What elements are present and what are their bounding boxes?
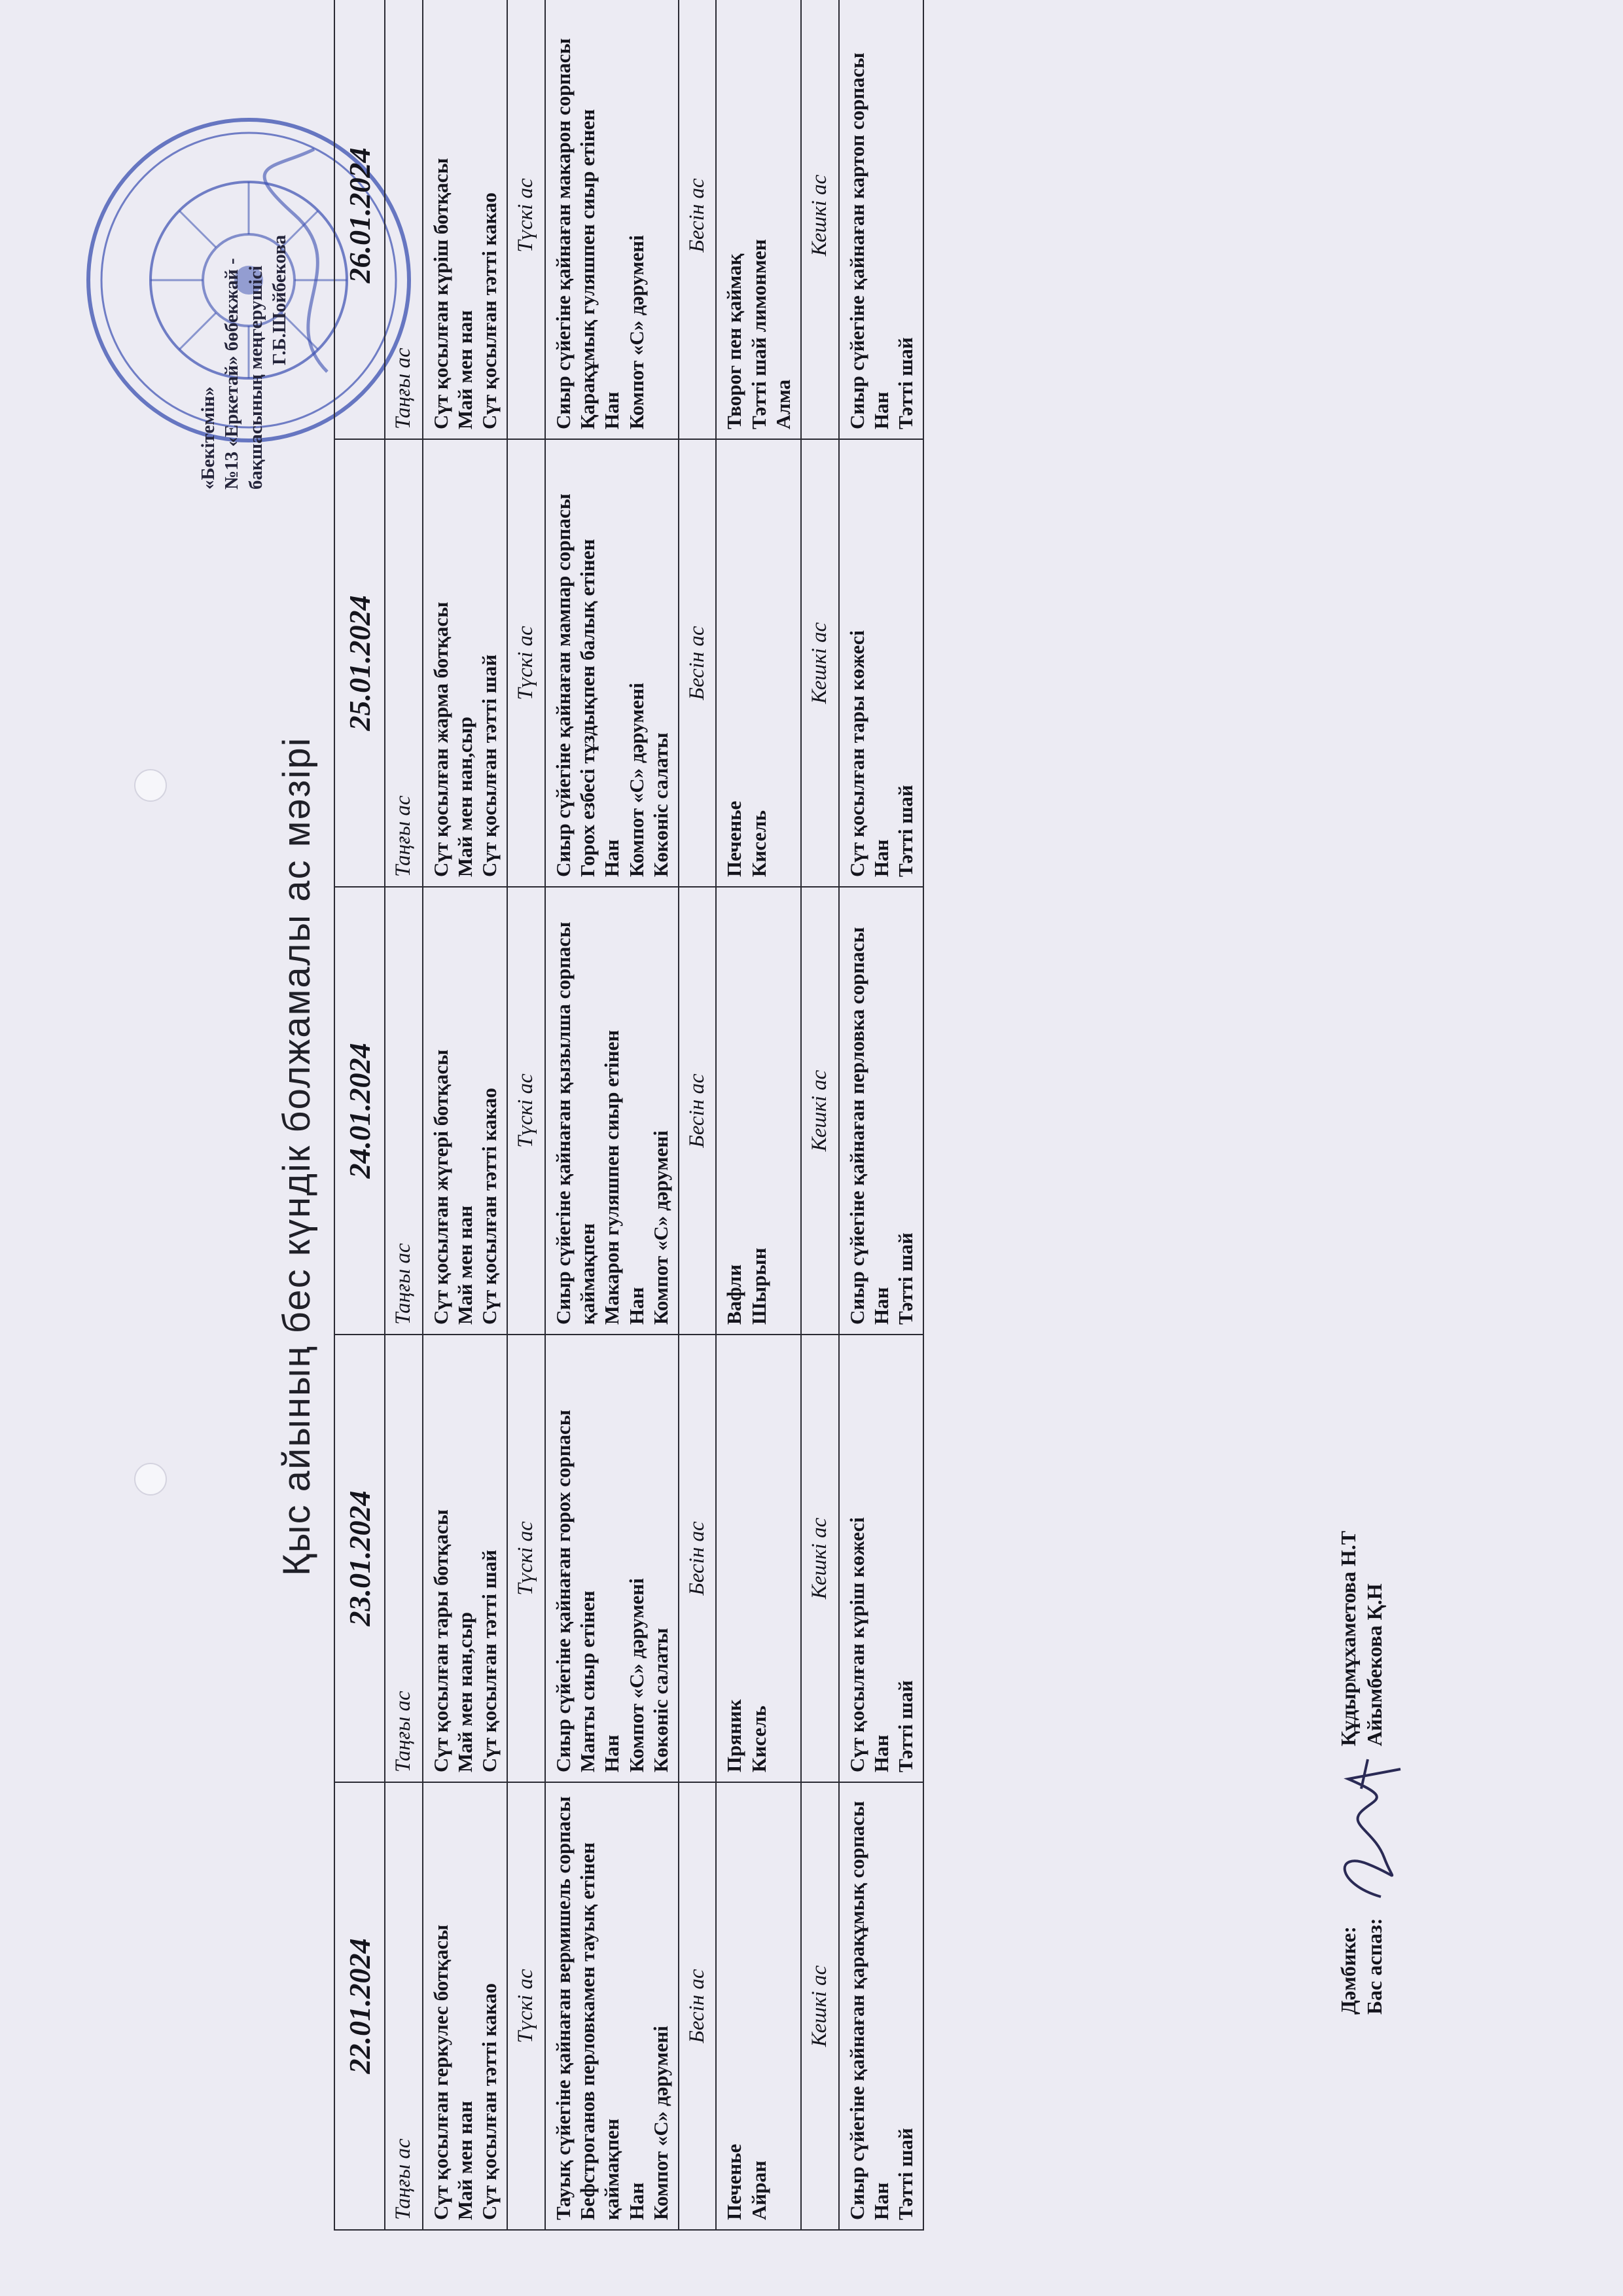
dish-item: Кисель <box>747 810 770 877</box>
meal-dishes-cell <box>423 1335 508 1782</box>
signature-name: Құдырмұхаметова Н.Т <box>1336 1530 1360 1746</box>
signature-name: Айымбекова Қ.Н <box>1363 1583 1386 1746</box>
page-title: Қыс айының бес күндік болжамалы ас мәзірі <box>276 736 318 1576</box>
approval-line-4: Г.Б.Шойбекова <box>268 234 290 365</box>
dish-item: Нан <box>869 839 893 877</box>
meal-dishes-cell <box>839 1782 924 2230</box>
dish-item: Шырын <box>747 1247 770 1325</box>
approval-line-1: «Бекітемін» <box>198 386 219 490</box>
dish-item: Сүт қосылған тәтті какао <box>478 192 501 429</box>
meal-dishes-row <box>545 0 679 2230</box>
meal-dishes-cell <box>839 439 924 887</box>
dish-item: Бефстроганов перловкамен тауық етінен қаймақпен <box>576 1842 624 2220</box>
dish-item: Тәтті шай <box>894 1680 917 1772</box>
meal-label: Кешкі ас <box>801 1782 839 2230</box>
day-date-header: 26.01.2024 <box>334 0 385 439</box>
menu-table <box>334 0 924 2231</box>
meal-dishes-row <box>716 0 801 2230</box>
meal-label: Бесін ас <box>679 1335 717 1782</box>
dish-item: Сиыр сүйегіне қайнаған макарон сорпасы <box>551 38 575 429</box>
meal-label: Таңғы ас <box>385 1335 423 1782</box>
signature-block <box>1335 1531 1387 2015</box>
signature-role: Бас аспаз: <box>1363 1918 1386 2015</box>
meal-label: Түскі ас <box>507 1335 545 1782</box>
dish-item: Компот «С» дәрумені <box>624 1578 648 1772</box>
meal-label: Кешкі ас <box>801 887 839 1335</box>
dish-item: Сиыр сүйегіне қайнаған мампар сорпасы <box>551 493 575 877</box>
dish-item: Май мен нан <box>453 2100 476 2220</box>
dish-item: Нан <box>869 1287 893 1325</box>
dish-item: Сүт қосылған тәтті какао <box>478 1088 501 1325</box>
meal-dishes-cell <box>716 0 801 439</box>
dish-item: Көкөніс салаты <box>649 1628 672 1772</box>
meal-dishes-cell <box>545 0 679 439</box>
day-date-header: 22.01.2024 <box>334 1782 385 2230</box>
dish-item: Тәтті шай <box>894 785 917 877</box>
meal-label: Түскі ас <box>507 1782 545 2230</box>
dish-item: Нан <box>600 1734 624 1772</box>
dish-item: Компот «С» дәрумені <box>624 683 648 877</box>
approval-line-2: №13 «Еркетай» бөбекжай - <box>221 258 243 490</box>
dish-item: Сиыр сүйегіне қайнаған қарақұмық сорпасы <box>845 1801 868 2220</box>
dish-item: Нан <box>624 2182 648 2220</box>
dish-item: Сүт қосылған геркулес ботқасы <box>429 1924 452 2220</box>
dish-item: Нан <box>600 839 624 877</box>
meal-dishes-cell <box>423 0 508 439</box>
dish-item: Айран <box>747 2161 770 2220</box>
handwritten-signature <box>1322 1753 1407 1910</box>
meal-label-row <box>385 0 423 2230</box>
dish-item: Сиыр сүйегіне қайнаған қызылша сорпасы қаймақпен <box>551 922 599 1325</box>
meal-label: Таңғы ас <box>385 0 423 439</box>
dish-item: Сүт қосылған тәтті какао <box>478 1983 501 2220</box>
signature-role: Дәмбике: <box>1336 1926 1360 2015</box>
meal-label: Кешкі ас <box>801 439 839 887</box>
dish-item: Сиыр сүйегіне қайнаған перловка сорпасы <box>845 927 868 1325</box>
dish-item: Тәтті шай лимонмен <box>747 239 770 429</box>
meal-label: Кешкі ас <box>801 1335 839 1782</box>
dish-item: Алма <box>771 379 794 429</box>
meal-dishes-cell <box>423 1782 508 2230</box>
meal-dishes-cell <box>545 439 679 887</box>
meal-label: Бесін ас <box>679 1782 717 2230</box>
meal-dishes-cell <box>716 439 801 887</box>
date-header-row <box>334 0 385 2230</box>
meal-label: Таңғы ас <box>385 1782 423 2230</box>
meal-label: Түскі ас <box>507 0 545 439</box>
meal-dishes-row <box>423 0 508 2230</box>
meal-label: Бесін ас <box>679 0 717 439</box>
meal-dishes-cell <box>716 887 801 1335</box>
dish-item: Тәтті шай <box>894 2128 917 2220</box>
dish-item: Творог пен қаймақ <box>722 253 746 429</box>
dish-item: Печенье <box>722 2144 746 2220</box>
dish-item: Компот «С» дәрумені <box>624 235 648 429</box>
dish-item: Сүт қосылған тары көжесі <box>845 630 868 877</box>
dish-item: Тәтті шай <box>894 1232 917 1325</box>
dish-item: Сүт қосылған тәтті шай <box>478 1549 501 1772</box>
dish-item: Май мен нан,сыр <box>453 716 476 877</box>
meal-label: Бесін ас <box>679 439 717 887</box>
dish-item: Май мен нан <box>453 1205 476 1325</box>
meal-dishes-row <box>839 0 924 2230</box>
meal-label: Таңғы ас <box>385 887 423 1335</box>
dish-item: Горох езбесі тұздықпен балық етінен <box>576 539 599 877</box>
meal-dishes-cell <box>545 887 679 1335</box>
approval-block <box>196 235 291 490</box>
dish-item: Нан <box>869 1734 893 1772</box>
dish-item: Май мен нан,сыр <box>453 1611 476 1772</box>
dish-item: Печенье <box>722 800 746 877</box>
dish-item: Тауық сүйегіне қайнаған вермишель сорпасы <box>551 1796 575 2220</box>
dish-item: Сиыр сүйегіне қайнаған картоп сорпасы <box>845 52 868 429</box>
day-date-header: 25.01.2024 <box>334 439 385 887</box>
meal-dishes-cell <box>423 887 508 1335</box>
meal-dishes-cell <box>839 887 924 1335</box>
meal-dishes-cell <box>423 439 508 887</box>
dish-item: Сүт қосылған күріш ботқасы <box>429 158 452 429</box>
dish-item: Қарақұмық гуляшпен сиыр етінен <box>576 109 599 429</box>
dish-item: Сүт қосылған жарма ботқасы <box>429 601 452 877</box>
meal-dishes-cell <box>839 1335 924 1782</box>
meal-label: Таңғы ас <box>385 439 423 887</box>
dish-item: Май мен нан <box>453 310 476 429</box>
dish-item: Сүт қосылған тәтті шай <box>478 654 501 877</box>
meal-dishes-cell <box>545 1782 679 2230</box>
meal-label: Түскі ас <box>507 439 545 887</box>
dish-item: Нан <box>869 2182 893 2220</box>
dish-item: Манты сиыр етінен <box>576 1590 599 1772</box>
day-date-header: 24.01.2024 <box>334 887 385 1335</box>
meal-dishes-cell <box>716 1335 801 1782</box>
dish-item: Сүт қосылған жүгері ботқасы <box>429 1049 452 1325</box>
dish-item: Вафли <box>722 1264 746 1325</box>
dish-item: Сүт қосылған тары ботқасы <box>429 1509 452 1772</box>
dish-item: Нан <box>624 1287 648 1325</box>
dish-item: Компот «С» дәрумені <box>649 1130 672 1325</box>
meal-dishes-cell <box>716 1782 801 2230</box>
approval-line-3: бақшасының меңгерушісі <box>245 265 266 490</box>
meal-label-row <box>801 0 839 2230</box>
dish-item: Пряник <box>722 1699 746 1772</box>
dish-item: Макарон гуляшпен сиыр етінен <box>600 1030 624 1325</box>
dish-item: Тәтті шай <box>894 337 917 429</box>
dish-item: Сиыр сүйегіне қайнаған горох сорпасы <box>551 1409 575 1772</box>
dish-item: Кисель <box>747 1705 770 1772</box>
dish-item: Нан <box>600 391 624 429</box>
meal-label: Бесін ас <box>679 887 717 1335</box>
meal-label: Кешкі ас <box>801 0 839 439</box>
day-date-header: 23.01.2024 <box>334 1335 385 1782</box>
dish-item: Сүт қосылған күріш көжесі <box>845 1517 868 1772</box>
dish-item: Көкөніс салаты <box>649 732 672 877</box>
meal-dishes-cell <box>545 1335 679 1782</box>
dish-item: Компот «С» дәрумені <box>649 2026 672 2220</box>
dish-item: Нан <box>869 391 893 429</box>
meal-label-row <box>507 0 545 2230</box>
meal-dishes-cell <box>839 0 924 439</box>
meal-label: Түскі ас <box>507 887 545 1335</box>
meal-label-row <box>679 0 717 2230</box>
